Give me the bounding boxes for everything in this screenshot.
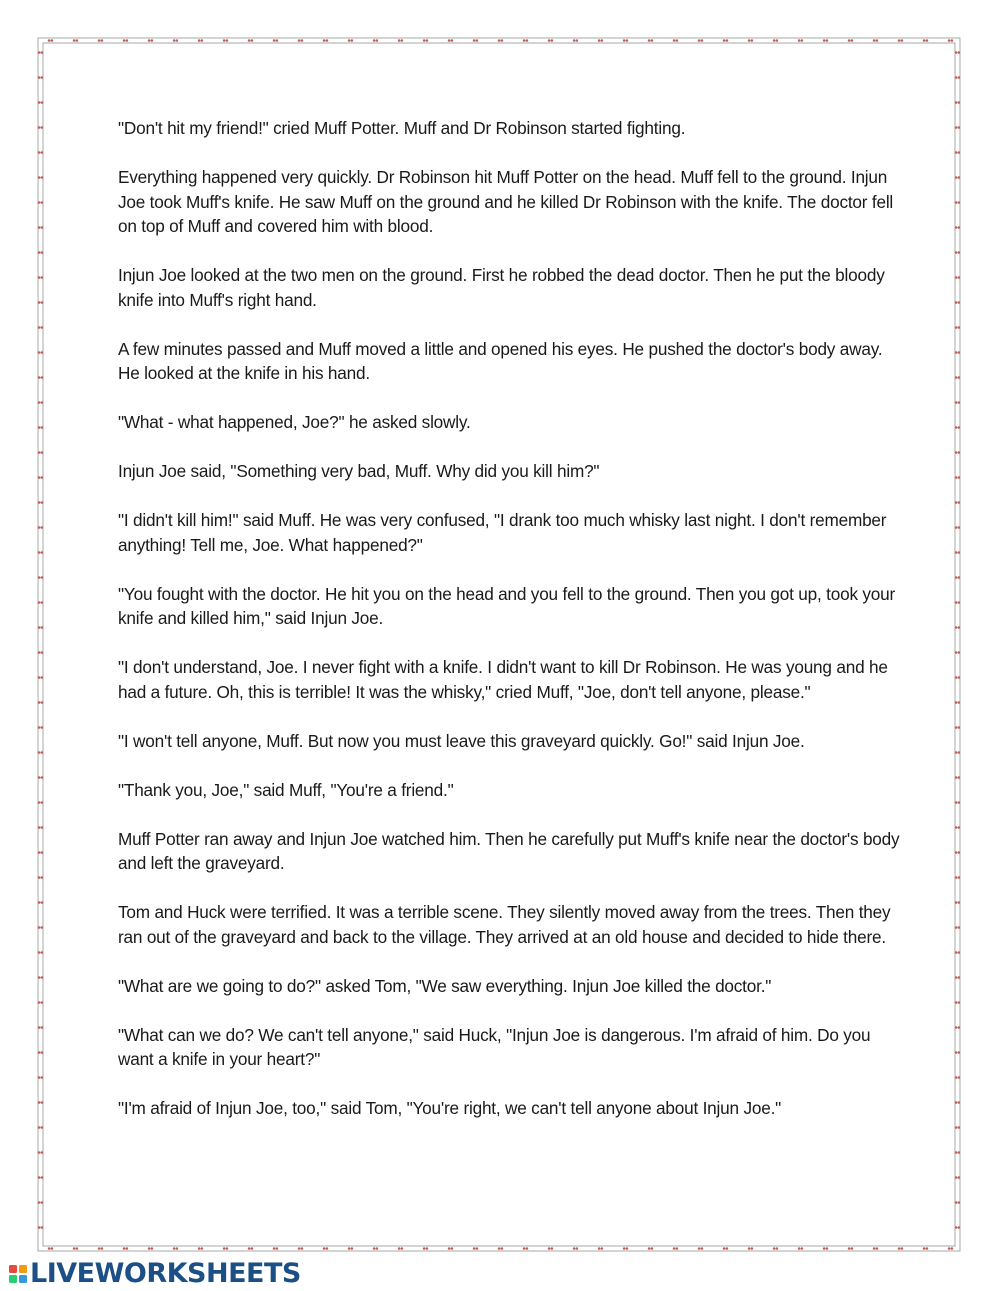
border-dot [955,926,960,929]
border-dot [955,76,960,79]
story-paragraph: Injun Joe looked at the two men on the ground. First he robbed the dead doctor. Then he put the bloody knife into Muff's right hand. [118,265,885,310]
story-paragraph: "What can we do? We can't tell anyone," said Huck, "Injun Joe is dangerous. I'm afraid of him. Do you want a knife in your heart?" [118,1024,871,1069]
border-dot [955,651,960,654]
border-dot [448,1247,453,1250]
border-dot [323,39,328,42]
story-paragraph: "I didn't kill him!" said Muff. He was very confused, "I drank too much whisky last night. I don't remember anything! Tell me, Joe. What happened?" [118,510,887,555]
story-paragraph: "Thank you, Joe," said Muff, "You're a friend." [118,779,454,800]
border-dot [955,101,960,104]
border-dot [955,126,960,129]
story-text [118,116,908,1145]
border-dot [38,201,43,204]
story-paragraph: "I won't tell anyone, Muff. But now you must leave this graveyard quickly. Go!" said Injun Joe. [118,730,805,751]
border-dot [523,1247,528,1250]
border-dot [955,476,960,479]
border-dot [48,1247,53,1250]
border-dot [955,426,960,429]
border-dot [823,39,828,42]
border-dot [955,1126,960,1129]
border-dot [598,1247,603,1250]
border-dot [955,176,960,179]
border-dot [38,576,43,579]
border-dot [38,751,43,754]
border-dot [38,951,43,954]
border-dot [955,376,960,379]
border-dot [223,39,228,42]
border-dot [955,826,960,829]
border-dot [38,126,43,129]
border-dot [648,39,653,42]
border-dot [823,1247,828,1250]
border-dot [955,976,960,979]
story-paragraph: A few minutes passed and Muff moved a little and opened his eyes. He pushed the doctor's body away. He looked at the knife in his hand. [118,338,883,383]
border-dot [623,1247,628,1250]
border-dot [38,101,43,104]
border-dot [423,39,428,42]
border-dot [38,976,43,979]
border-dot [955,1026,960,1029]
border-dot [955,1201,960,1204]
border-dot [198,39,203,42]
border-dot [955,851,960,854]
border-dot [38,1026,43,1029]
border-dot [38,326,43,329]
border-dot [955,726,960,729]
story-paragraph: Everything happened very quickly. Dr Robinson hit Muff Potter on the head. Muff fell to the ground. Injun Joe took Muff's knife. He saw Muff on the ground and he killed Dr Robinson with the knife. The doctor fell on top of Muff and covered him with blood. [118,167,894,236]
border-dot [955,501,960,504]
border-dot [38,301,43,304]
border-dot [498,39,503,42]
border-dot [38,76,43,79]
border-dot [548,1247,553,1250]
border-dot [955,901,960,904]
border-dot [748,1247,753,1250]
border-dot [955,1076,960,1079]
border-dot [955,776,960,779]
border-dot [38,176,43,179]
border-dot [38,226,43,229]
border-dot [898,39,903,42]
border-dot [38,651,43,654]
border-dot [955,276,960,279]
story-paragraph: "You fought with the doctor. He hit you on the head and you fell to the ground. Then you got up, took your knife and killed him," said Injun Joe. [118,583,896,628]
story-paragraph: "I'm afraid of Injun Joe, too," said Tom, "You're right, we can't tell anyone about Injun Joe." [118,1098,782,1118]
border-dot [38,726,43,729]
border-dot [548,39,553,42]
border-dot [955,1176,960,1179]
liveworksheets-logo[interactable] [8,1258,301,1290]
border-dot [298,1247,303,1250]
border-dot [955,876,960,879]
border-dot [148,39,153,42]
border-dot [955,601,960,604]
border-dot [955,151,960,154]
border-dot [948,39,953,42]
border-dot [573,39,578,42]
border-dot [38,1076,43,1079]
border-dot [248,1247,253,1250]
border-dot [955,1051,960,1054]
border-dot [955,1151,960,1154]
border-dot [955,626,960,629]
story-paragraph: "What - what happened, Joe?" he asked slowly. [118,412,471,432]
border-dot [73,1247,78,1250]
border-dot [38,251,43,254]
border-dot [673,1247,678,1250]
border-dot [848,1247,853,1250]
border-dot [898,1247,903,1250]
border-dot [698,39,703,42]
border-dot [955,551,960,554]
border-dot [73,39,78,42]
border-dot [623,39,628,42]
border-dot [38,1201,43,1204]
border-dot [38,476,43,479]
border-dot [38,376,43,379]
border-dot [798,1247,803,1250]
story-paragraph: Muff Potter ran away and Injun Joe watched him. Then he carefully put Muff's knife near the doctor's body and left the graveyard. [118,828,900,873]
border-dot [948,1247,953,1250]
border-dot [598,39,603,42]
border-dot [923,1247,928,1250]
border-dot [573,1247,578,1250]
border-dot [38,351,43,354]
border-dot [173,1247,178,1250]
border-dot [955,951,960,954]
border-dot [38,151,43,154]
story-paragraph: Injun Joe said, "Something very bad, Muff. Why did you kill him?" [118,461,600,481]
border-dot [38,276,43,279]
border-dot [148,1247,153,1250]
border-dot [955,401,960,404]
border-dot [523,39,528,42]
border-dot [38,1051,43,1054]
border-dot [38,851,43,854]
border-dot [698,1247,703,1250]
border-dot [38,451,43,454]
border-dot [773,39,778,42]
border-dot [398,1247,403,1250]
border-dot [38,51,43,54]
border-dot [198,1247,203,1250]
border-dot [955,526,960,529]
border-dot [773,1247,778,1250]
border-dot [955,201,960,204]
border-dot [273,1247,278,1250]
story-paragraph: "I don't understand, Joe. I never fight with a knife. I didn't want to kill Dr Robinson. He was young and he had a future. Oh, this is terrible! It was the whisky," cried Muff, "Joe, don't tell anyone, please." [118,657,888,702]
border-dot [38,526,43,529]
border-dot [873,1247,878,1250]
border-dot [223,1247,228,1250]
border-dot [448,39,453,42]
border-dot [955,676,960,679]
border-dot [38,676,43,679]
border-dot [38,551,43,554]
border-dot [123,39,128,42]
border-dot [955,251,960,254]
border-dot [955,576,960,579]
border-dot [423,1247,428,1250]
border-dot [48,39,53,42]
border-dot [955,1101,960,1104]
border-dot [173,39,178,42]
border-dot [955,326,960,329]
logo-text: LIVEWORKSHEETS [30,1258,301,1289]
border-dot [955,751,960,754]
border-dot [38,1126,43,1129]
border-dot [98,1247,103,1250]
border-dot [38,626,43,629]
border-dot [248,39,253,42]
border-dot [38,1176,43,1179]
border-dot [398,39,403,42]
story-paragraph: Tom and Huck were terrified. It was a terrible scene. They silently moved away from the trees. Then they ran out of the graveyard and back to the village. They arrived at an old house and decided to hide there. [118,902,891,947]
border-dot [123,1247,128,1250]
border-dot [798,39,803,42]
border-dot [955,1001,960,1004]
border-dot [848,39,853,42]
border-dot [955,351,960,354]
border-dot [298,39,303,42]
border-dot [473,39,478,42]
border-dot [923,39,928,42]
border-dot [373,39,378,42]
border-dot [38,601,43,604]
story-paragraph: "Don't hit my friend!" cried Muff Potter. Muff and Dr Robinson started fighting. [118,118,686,138]
border-dot [38,776,43,779]
border-dot [38,1001,43,1004]
border-dot [38,401,43,404]
border-dot [38,1101,43,1104]
story-paragraph: "What are we going to do?" asked Tom, "We saw everything. Injun Joe killed the doctor." [118,975,772,996]
border-dot [38,1151,43,1154]
border-dot [38,876,43,879]
border-dot [955,301,960,304]
border-dot [955,51,960,54]
border-dot [648,1247,653,1250]
border-dot [955,1226,960,1229]
border-dot [323,1247,328,1250]
border-dot [473,1247,478,1250]
border-dot [955,226,960,229]
liveworksheets-logo-icon [8,1262,28,1286]
border-dot [38,426,43,429]
border-dot [373,1247,378,1250]
border-dot [673,39,678,42]
border-dot [955,451,960,454]
border-dot [38,826,43,829]
border-dot [38,501,43,504]
border-dot [38,926,43,929]
border-dot [348,1247,353,1250]
border-dot [273,39,278,42]
border-dot [38,701,43,704]
border-dot [723,39,728,42]
border-dot [873,39,878,42]
border-dot [955,701,960,704]
border-dot [498,1247,503,1250]
border-dot [748,39,753,42]
border-dot [348,39,353,42]
border-dot [38,901,43,904]
border-dot [98,39,103,42]
border-dot [723,1247,728,1250]
border-dot [38,801,43,804]
border-dot [38,1226,43,1229]
border-dot [955,801,960,804]
